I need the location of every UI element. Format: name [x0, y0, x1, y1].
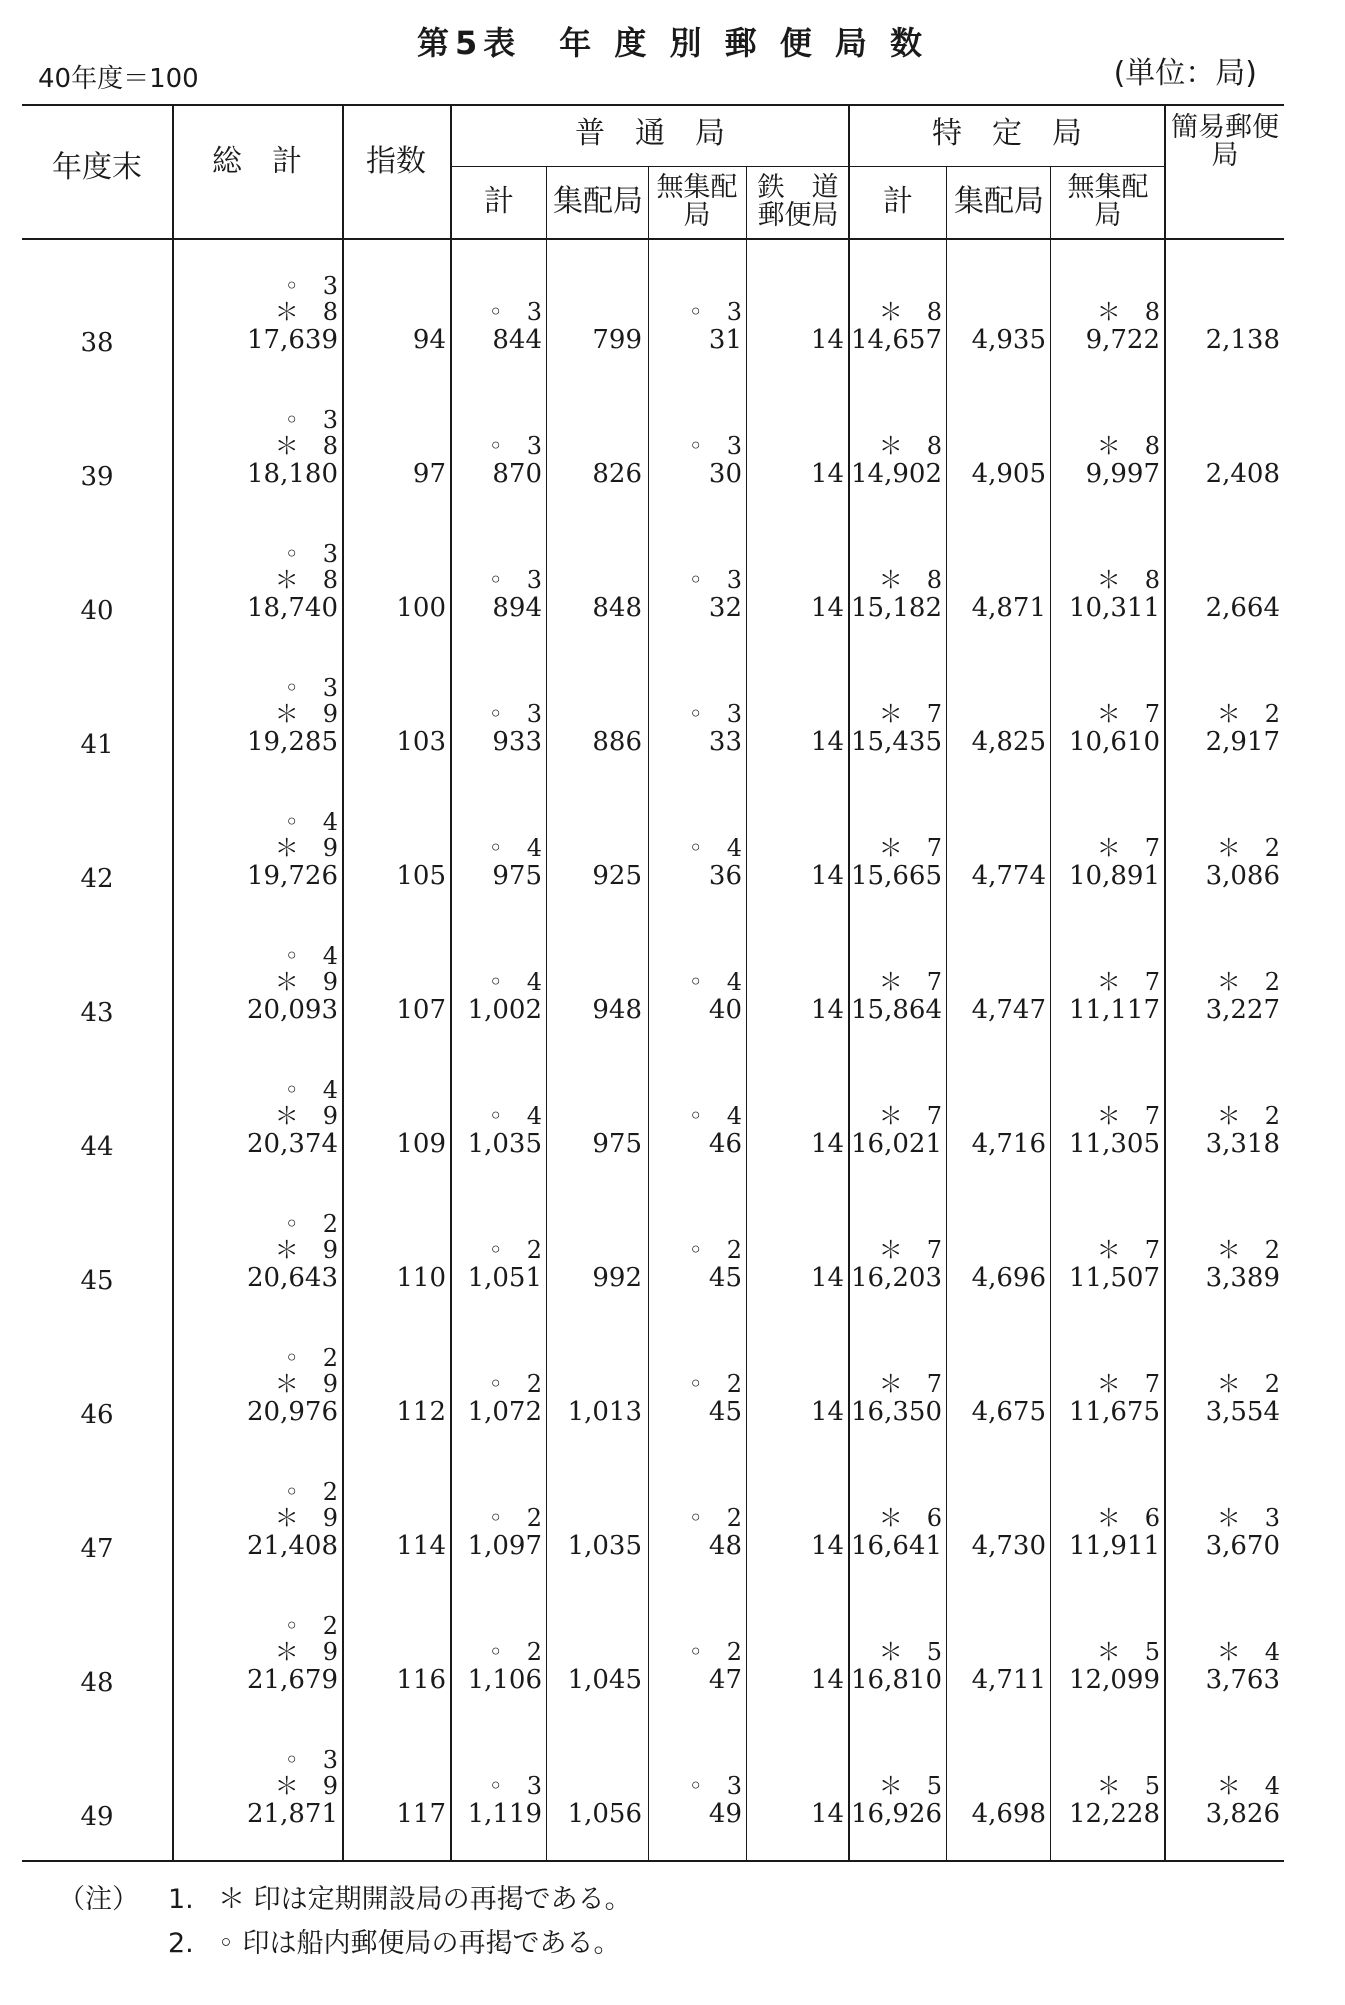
futsu-mushu-cell: 48	[708, 1531, 742, 1561]
futsu-tetsudo-cell: 14	[810, 1397, 844, 1427]
tokutei-kei-cell: 14,657	[851, 325, 942, 355]
total-mark: ◦ 2	[284, 1478, 338, 1506]
index-cell: 100	[396, 593, 446, 623]
tokutei-mushu-cell: 11,305	[1069, 1129, 1160, 1159]
tokutei-kei-mark: ＊ 8	[878, 298, 942, 326]
futsu-shuhai-cell: 826	[592, 459, 642, 489]
tokutei-mushu-mark: ＊ 7	[1096, 968, 1160, 996]
footnote-2	[58, 1922, 632, 1966]
futsu-tetsudo-cell: 14	[810, 1799, 844, 1829]
total-mark: ＊ 8	[274, 298, 338, 326]
total-mark: ＊ 9	[274, 700, 338, 728]
footnote-number: 1.	[168, 1884, 194, 1915]
kan-cell: 3,670	[1205, 1531, 1280, 1561]
total-cell: 19,726	[247, 861, 338, 891]
index-basis-note: 40年度＝100	[38, 64, 199, 94]
header-tokutei-group: 特 定 局	[932, 116, 1082, 151]
tokutei-kei-mark: ＊ 7	[878, 968, 942, 996]
futsu-kei-mark: ◦ 2	[488, 1638, 542, 1666]
futsu-kei-mark: ◦ 4	[488, 834, 542, 862]
col-divider	[172, 104, 174, 1860]
futsu-kei-mark: ◦ 3	[488, 700, 542, 728]
header-index: 指数	[366, 144, 426, 179]
tokutei-mushu-mark: ＊ 8	[1096, 432, 1160, 460]
year-cell: 41	[80, 730, 114, 760]
year-cell: 45	[80, 1266, 114, 1296]
futsu-mushu-cell: 46	[708, 1129, 742, 1159]
year-cell: 43	[80, 998, 114, 1028]
futsu-mushu-cell: 40	[708, 995, 742, 1025]
col-divider	[746, 166, 747, 1860]
futsu-kei-mark: ◦ 3	[488, 432, 542, 460]
futsu-shuhai-cell: 886	[592, 727, 642, 757]
total-mark: ＊ 9	[274, 1370, 338, 1398]
total-cell: 20,374	[247, 1129, 338, 1159]
tokutei-shuhai-cell: 4,825	[971, 727, 1046, 757]
tokutei-mushu-cell: 11,911	[1069, 1531, 1160, 1561]
futsu-shuhai-cell: 948	[592, 995, 642, 1025]
futsu-mushu-cell: 32	[708, 593, 742, 623]
footnote-1	[58, 1878, 632, 1922]
futsu-kei-mark: ◦ 3	[488, 1772, 542, 1800]
futsu-kei-cell: 975	[492, 861, 542, 891]
index-cell: 109	[396, 1129, 446, 1159]
total-mark: ◦ 3	[284, 406, 338, 434]
tokutei-kei-cell: 15,182	[851, 593, 942, 623]
tokutei-mushu-cell: 12,099	[1069, 1665, 1160, 1695]
tokutei-shuhai-cell: 4,774	[971, 861, 1046, 891]
tokutei-shuhai-cell: 4,905	[971, 459, 1046, 489]
tokutei-mushu-cell: 12,228	[1069, 1799, 1160, 1829]
tokutei-kei-mark: ＊ 7	[878, 700, 942, 728]
header-futsu-group: 普 通 局	[575, 116, 725, 151]
tokutei-mushu-cell: 10,891	[1069, 861, 1160, 891]
total-cell: 20,643	[247, 1263, 338, 1293]
kan-mark: ＊ 2	[1216, 700, 1280, 728]
futsu-kei-mark: ◦ 3	[488, 566, 542, 594]
total-mark: ＊ 9	[274, 1638, 338, 1666]
total-mark: ◦ 4	[284, 942, 338, 970]
futsu-tetsudo-cell: 14	[810, 995, 844, 1025]
total-cell: 21,679	[247, 1665, 338, 1695]
unit-label: (単位：局)	[1113, 56, 1257, 91]
total-cell: 20,093	[247, 995, 338, 1025]
futsu-kei-cell: 1,119	[467, 1799, 542, 1829]
futsu-mushu-mark: ◦ 3	[688, 432, 742, 460]
header-futsu-shuhai: 集配局	[553, 184, 643, 219]
page-title: 第5表 年 度 別 郵 便 局 数	[416, 24, 929, 62]
tokutei-mushu-mark: ＊ 7	[1096, 1102, 1160, 1130]
tokutei-kei-mark: ＊ 8	[878, 432, 942, 460]
total-mark: ＊ 9	[274, 1772, 338, 1800]
futsu-tetsudo-cell: 14	[810, 593, 844, 623]
total-mark: ＊ 9	[274, 1504, 338, 1532]
futsu-mushu-cell: 45	[708, 1263, 742, 1293]
futsu-shuhai-cell: 992	[592, 1263, 642, 1293]
kan-cell: 3,227	[1205, 995, 1280, 1025]
futsu-mushu-mark: ◦ 3	[688, 298, 742, 326]
total-cell: 21,408	[247, 1531, 338, 1561]
tokutei-mushu-mark: ＊ 5	[1096, 1772, 1160, 1800]
top-rule	[22, 104, 1284, 106]
tokutei-kei-cell: 15,435	[851, 727, 942, 757]
index-cell: 110	[396, 1263, 446, 1293]
col-divider	[946, 166, 947, 1860]
total-mark: ＊ 8	[274, 432, 338, 460]
tokutei-mushu-mark: ＊ 7	[1096, 1370, 1160, 1398]
total-mark: ◦ 4	[284, 1076, 338, 1104]
tokutei-shuhai-cell: 4,935	[971, 325, 1046, 355]
tokutei-shuhai-cell: 4,747	[971, 995, 1046, 1025]
kan-cell: 2,408	[1205, 459, 1280, 489]
tokutei-kei-cell: 16,203	[851, 1263, 942, 1293]
tokutei-kei-mark: ＊ 8	[878, 566, 942, 594]
tokutei-mushu-cell: 11,675	[1069, 1397, 1160, 1427]
tokutei-mushu-cell: 9,722	[1085, 325, 1160, 355]
tokutei-mushu-mark: ＊ 6	[1096, 1504, 1160, 1532]
index-cell: 116	[396, 1665, 446, 1695]
col-divider	[848, 104, 850, 1860]
kan-cell: 2,138	[1205, 325, 1280, 355]
tokutei-shuhai-cell: 4,716	[971, 1129, 1046, 1159]
tokutei-mushu-mark: ＊ 7	[1096, 1236, 1160, 1264]
header-tokutei-kei: 計	[883, 184, 913, 219]
total-mark: ＊ 9	[274, 834, 338, 862]
futsu-mushu-mark: ◦ 2	[688, 1370, 742, 1398]
tokutei-shuhai-cell: 4,730	[971, 1531, 1046, 1561]
kan-cell: 3,389	[1205, 1263, 1280, 1293]
futsu-mushu-cell: 36	[708, 861, 742, 891]
tokutei-kei-mark: ＊ 6	[878, 1504, 942, 1532]
futsu-tetsudo-cell: 14	[810, 1263, 844, 1293]
index-cell: 107	[396, 995, 446, 1025]
futsu-mushu-mark: ◦ 2	[688, 1504, 742, 1532]
futsu-kei-cell: 1,097	[467, 1531, 542, 1561]
col-divider	[1164, 104, 1166, 1860]
tokutei-mushu-cell: 11,507	[1069, 1263, 1160, 1293]
futsu-shuhai-cell: 975	[592, 1129, 642, 1159]
futsu-tetsudo-cell: 14	[810, 1129, 844, 1159]
total-mark: ◦ 3	[284, 540, 338, 568]
header-kan-i: 簡易郵便局	[1171, 112, 1279, 171]
futsu-mushu-cell: 49	[708, 1799, 742, 1829]
tokutei-kei-cell: 16,641	[851, 1531, 942, 1561]
footnote-text: ＊ 印は定期開設局の再掲である。	[218, 1884, 632, 1915]
tokutei-kei-cell: 14,902	[851, 459, 942, 489]
tokutei-shuhai-cell: 4,698	[971, 1799, 1046, 1829]
tokutei-kei-mark: ＊ 7	[878, 1370, 942, 1398]
futsu-shuhai-cell: 848	[592, 593, 642, 623]
futsu-tetsudo-cell: 14	[810, 861, 844, 891]
year-cell: 44	[80, 1132, 114, 1162]
futsu-mushu-mark: ◦ 2	[688, 1236, 742, 1264]
futsu-mushu-mark: ◦ 4	[688, 834, 742, 862]
header-tokutei-mushu: 無集配局	[1067, 172, 1149, 231]
futsu-kei-cell: 1,051	[467, 1263, 542, 1293]
header-tokutei-shuhai: 集配局	[954, 184, 1044, 219]
footnote-text: ◦ 印は船内郵便局の再掲である。	[218, 1928, 621, 1959]
futsu-kei-mark: ◦ 3	[488, 298, 542, 326]
tokutei-kei-mark: ＊ 7	[878, 1102, 942, 1130]
futsu-kei-mark: ◦ 2	[488, 1370, 542, 1398]
futsu-mushu-mark: ◦ 4	[688, 1102, 742, 1130]
futsu-tetsudo-cell: 14	[810, 1531, 844, 1561]
index-cell: 114	[396, 1531, 446, 1561]
tokutei-kei-cell: 16,350	[851, 1397, 942, 1427]
futsu-mushu-mark: ◦ 4	[688, 968, 742, 996]
col-divider	[342, 104, 344, 1860]
col-divider	[1050, 166, 1051, 1860]
futsu-kei-cell: 1,072	[467, 1397, 542, 1427]
index-cell: 94	[412, 325, 446, 355]
year-cell: 40	[80, 596, 114, 626]
header-futsu-tetsudo: 鉄 道郵便局	[757, 172, 839, 231]
total-mark: ◦ 3	[284, 674, 338, 702]
year-cell: 42	[80, 864, 114, 894]
tokutei-mushu-mark: ＊ 7	[1096, 700, 1160, 728]
bottom-rule	[22, 1860, 1284, 1862]
futsu-mushu-cell: 31	[708, 325, 742, 355]
futsu-mushu-cell: 33	[708, 727, 742, 757]
total-mark: ◦ 3	[284, 1746, 338, 1774]
tokutei-mushu-cell: 10,311	[1069, 593, 1160, 623]
kan-cell: 3,554	[1205, 1397, 1280, 1427]
futsu-kei-mark: ◦ 2	[488, 1504, 542, 1532]
total-mark: ＊ 9	[274, 1236, 338, 1264]
futsu-kei-cell: 1,106	[467, 1665, 542, 1695]
futsu-mushu-mark: ◦ 3	[688, 1772, 742, 1800]
futsu-shuhai-cell: 799	[592, 325, 642, 355]
header-rule	[22, 238, 1284, 240]
tokutei-mushu-cell: 10,610	[1069, 727, 1160, 757]
tokutei-mushu-mark: ＊ 5	[1096, 1638, 1160, 1666]
total-cell: 18,740	[247, 593, 338, 623]
kan-cell: 2,917	[1205, 727, 1280, 757]
total-mark: ＊ 9	[274, 1102, 338, 1130]
futsu-kei-cell: 1,002	[467, 995, 542, 1025]
total-mark: ◦ 4	[284, 808, 338, 836]
futsu-shuhai-cell: 1,056	[567, 1799, 642, 1829]
total-mark: ◦ 2	[284, 1344, 338, 1372]
total-cell: 19,285	[247, 727, 338, 757]
futsu-kei-cell: 933	[492, 727, 542, 757]
tokutei-kei-cell: 15,665	[851, 861, 942, 891]
futsu-kei-cell: 1,035	[467, 1129, 542, 1159]
futsu-kei-cell: 894	[492, 593, 542, 623]
subheader-rule	[452, 166, 1164, 167]
col-divider	[546, 166, 547, 1860]
total-cell: 20,976	[247, 1397, 338, 1427]
futsu-kei-cell: 844	[492, 325, 542, 355]
tokutei-mushu-mark: ＊ 8	[1096, 566, 1160, 594]
total-cell: 21,871	[247, 1799, 338, 1829]
futsu-shuhai-cell: 1,035	[567, 1531, 642, 1561]
futsu-mushu-mark: ◦ 3	[688, 566, 742, 594]
tokutei-shuhai-cell: 4,871	[971, 593, 1046, 623]
tokutei-kei-mark: ＊ 5	[878, 1638, 942, 1666]
total-cell: 17,639	[247, 325, 338, 355]
tokutei-mushu-cell: 11,117	[1069, 995, 1160, 1025]
tokutei-mushu-mark: ＊ 7	[1096, 834, 1160, 862]
futsu-tetsudo-cell: 14	[810, 1665, 844, 1695]
futsu-mushu-mark: ◦ 2	[688, 1638, 742, 1666]
tokutei-kei-cell: 16,021	[851, 1129, 942, 1159]
footnotes	[58, 1878, 632, 1966]
year-cell: 39	[80, 462, 114, 492]
header-futsu-mushu: 無集配局	[656, 172, 738, 231]
year-cell: 49	[80, 1802, 114, 1832]
kan-mark: ＊ 3	[1216, 1504, 1280, 1532]
total-mark: ◦ 2	[284, 1612, 338, 1640]
tokutei-kei-cell: 16,926	[851, 1799, 942, 1829]
futsu-mushu-mark: ◦ 3	[688, 700, 742, 728]
kan-cell: 3,826	[1205, 1799, 1280, 1829]
futsu-shuhai-cell: 1,045	[567, 1665, 642, 1695]
year-cell: 38	[80, 328, 114, 358]
tokutei-shuhai-cell: 4,711	[971, 1665, 1046, 1695]
col-divider	[648, 166, 649, 1860]
kan-cell: 3,318	[1205, 1129, 1280, 1159]
tokutei-kei-mark: ＊ 5	[878, 1772, 942, 1800]
index-cell: 112	[396, 1397, 446, 1427]
kan-cell: 3,086	[1205, 861, 1280, 891]
kan-mark: ＊ 2	[1216, 968, 1280, 996]
futsu-mushu-cell: 45	[708, 1397, 742, 1427]
tokutei-kei-mark: ＊ 7	[878, 1236, 942, 1264]
tokutei-kei-cell: 15,864	[851, 995, 942, 1025]
tokutei-kei-mark: ＊ 7	[878, 834, 942, 862]
total-mark: ◦ 2	[284, 1210, 338, 1238]
header-total: 総 計	[212, 144, 302, 179]
year-cell: 46	[80, 1400, 114, 1430]
tokutei-mushu-mark: ＊ 8	[1096, 298, 1160, 326]
futsu-kei-mark: ◦ 4	[488, 1102, 542, 1130]
index-cell: 103	[396, 727, 446, 757]
futsu-shuhai-cell: 1,013	[567, 1397, 642, 1427]
futsu-shuhai-cell: 925	[592, 861, 642, 891]
total-mark: ＊ 9	[274, 968, 338, 996]
year-cell: 47	[80, 1534, 114, 1564]
kan-mark: ＊ 2	[1216, 1236, 1280, 1264]
tokutei-shuhai-cell: 4,696	[971, 1263, 1046, 1293]
kan-cell: 2,664	[1205, 593, 1280, 623]
kan-mark: ＊ 2	[1216, 1102, 1280, 1130]
total-mark: ＊ 8	[274, 566, 338, 594]
futsu-mushu-cell: 30	[708, 459, 742, 489]
footnote-number: 2.	[168, 1928, 194, 1959]
statistics-table	[22, 104, 1284, 1864]
year-cell: 48	[80, 1668, 114, 1698]
header-year: 年度末	[52, 150, 142, 185]
futsu-kei-mark: ◦ 2	[488, 1236, 542, 1264]
kan-mark: ＊ 2	[1216, 1370, 1280, 1398]
kan-cell: 3,763	[1205, 1665, 1280, 1695]
futsu-tetsudo-cell: 14	[810, 459, 844, 489]
total-mark: ◦ 3	[284, 272, 338, 300]
kan-mark: ＊ 4	[1216, 1638, 1280, 1666]
futsu-tetsudo-cell: 14	[810, 325, 844, 355]
index-cell: 105	[396, 861, 446, 891]
futsu-mushu-cell: 47	[708, 1665, 742, 1695]
tokutei-kei-cell: 16,810	[851, 1665, 942, 1695]
tokutei-mushu-cell: 9,997	[1085, 459, 1160, 489]
index-cell: 97	[412, 459, 446, 489]
col-divider	[450, 104, 452, 1860]
futsu-tetsudo-cell: 14	[810, 727, 844, 757]
index-cell: 117	[396, 1799, 446, 1829]
total-cell: 18,180	[247, 459, 338, 489]
footnote-label: （注）	[58, 1884, 139, 1915]
futsu-kei-mark: ◦ 4	[488, 968, 542, 996]
kan-mark: ＊ 4	[1216, 1772, 1280, 1800]
header-futsu-kei: 計	[484, 184, 514, 219]
tokutei-shuhai-cell: 4,675	[971, 1397, 1046, 1427]
futsu-kei-cell: 870	[492, 459, 542, 489]
kan-mark: ＊ 2	[1216, 834, 1280, 862]
